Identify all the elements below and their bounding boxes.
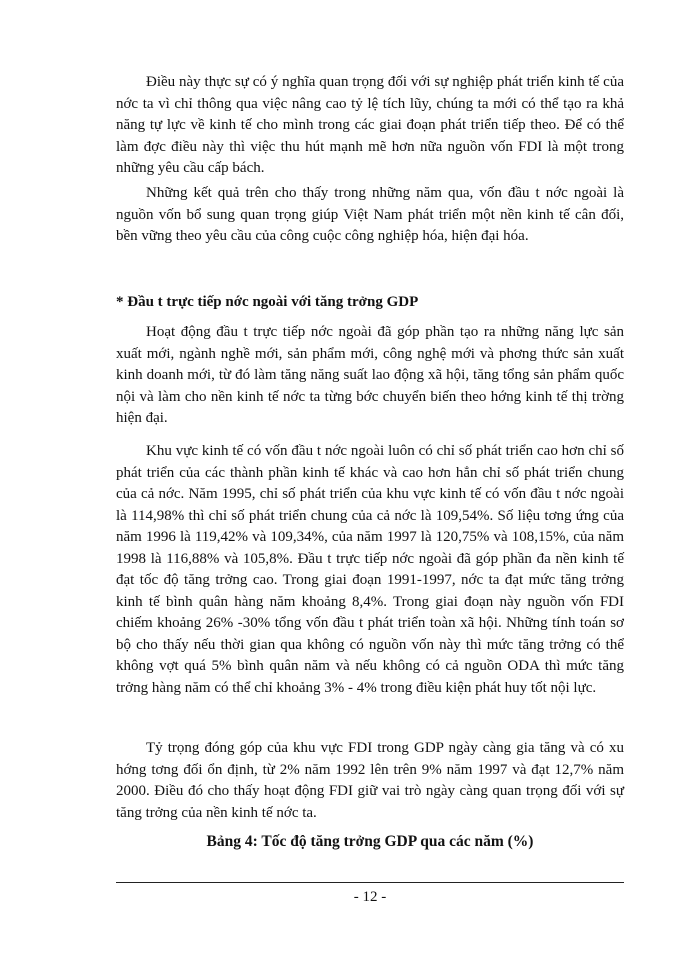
paragraph-2: Những kết quả trên cho thấy trong những năm qua, vốn đầu t nớc ngoài là nguồn vốn bổ sung quan trọng giúp Việt Nam phát triển một nền kinh tế cân đối, bền vững theo yêu cầu của công cuộc công nghiệp hóa, hiện đại hóa.: [116, 185, 624, 244]
section-heading: * Đầu t trực tiếp nớc ngoài với tăng trởng GDP: [116, 294, 419, 310]
paragraph-4: Khu vực kinh tế có vốn đầu t nớc ngoài luôn có chỉ số phát triển cao hơn chỉ số phát triển của các thành phần kinh tế khác và cao hơn hẳn chỉ số phát triển chung của cả nớc. Năm 1995, chỉ số phát triển của khu vực kinh tế có vốn đầu t nớc ngoài là 114,98% thì chỉ số phát triển chung của cả nớc là 109,54%. Số liệu tơng ứng của năm 1996 là 119,42% và 109,34%, của năm 1997 là 120,75% và 108,15%, của năm 1998 là 116,88% và 105,8%. Đầu t trực tiếp nớc ngoài đã góp phần đa nền kinh tế đạt tốc độ tăng trởng cao. Trong giai đoạn 1991-1997, nớc ta đạt mức tăng trởng kinh tế bình quân hàng năm khoảng 8,4%. Trong giai đoạn này nguồn vốn FDI chiếm khoảng 26% -30% tổng vốn đầu t phát triển toàn xã hội. Những tính toán sơ bộ cho thấy nếu thời gian qua không có nguồn vốn này thì mức tăng trởng có thể không vợt quá 5% bình quân năm và nếu không có cả nguồn ODA thì mức tăng trởng hàng năm có thể chỉ khoảng 3% - 4% trong điều kiện phát huy tốt nội lực.: [116, 443, 624, 696]
paragraph-1: Điều này thực sự có ý nghĩa quan trọng đối với sự nghiệp phát triển kinh tế của nớc ta vì chỉ thông qua việc nâng cao tỷ lệ tích lũy, chúng ta mới có thể tạo ra khả năng tự lực về kinh tế cho mình trong các giai đoạn phát triển tiếp theo. Để có thể làm đợc điều này thì việc thu hút mạnh mẽ hơn nữa nguồn vốn FDI là một trong những yêu cầu cấp bách.: [116, 74, 624, 176]
table-caption: Bảng 4: Tốc độ tăng trởng GDP qua các năm (%): [206, 833, 534, 850]
paragraph-5: Tỷ trọng đóng góp của khu vực FDI trong GDP ngày càng gia tăng và có xu hớng tơng đối ổn định, từ 2% năm 1992 lên trên 9% năm 1997 và đạt 12,7% năm 2000. Điều đó cho thấy hoạt động FDI giữ vai trò ngày càng quan trọng đối với sự tăng trởng của nền kinh tế nớc ta.: [116, 740, 624, 821]
paragraph-3: Hoạt động đầu t trực tiếp nớc ngoài đã góp phần tạo ra những năng lực sản xuất mới, ngành nghề mới, sản phẩm mới, công nghệ mới và phơng thức sản xuất kinh doanh mới, từ đó làm tăng năng suất lao động xã hội, tăng tổng sản phẩm quốc nội và làm cho nền kinh tế nớc ta từng bớc chuyển biến theo hớng kinh tế thị trờng hiện đại.: [116, 324, 624, 426]
page-number: - 12 -: [353, 889, 387, 905]
footer-divider: [116, 882, 624, 883]
